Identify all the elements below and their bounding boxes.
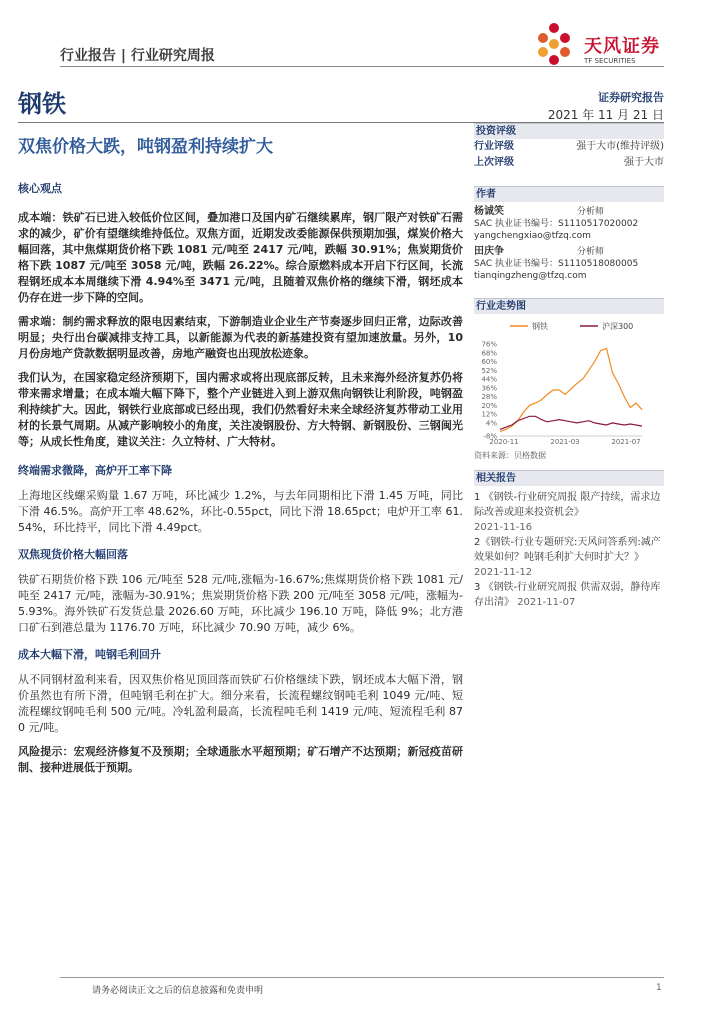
- risk-warning: 风险提示：宏观经济修复不及预期；全球通胀水平超预期；矿石增产不达预期；新冠疫苗研制、接种进展低于预期。: [18, 745, 463, 774]
- y-tick-label: 28%: [481, 393, 497, 402]
- x-tick-label: 2021-07: [611, 438, 641, 444]
- series-line: [500, 416, 642, 429]
- author-role: 分析师: [576, 207, 604, 217]
- authors-heading: 作者: [474, 186, 664, 202]
- rating-label: 行业评级: [474, 141, 514, 152]
- related-date: 2021-11-07: [517, 597, 576, 608]
- related-box: [474, 470, 664, 610]
- rating-value: 强于大市(维持评级): [576, 141, 664, 152]
- logo-icon: [534, 20, 580, 72]
- author-email[interactable]: yangchengxiao@tfzq.com: [474, 231, 591, 241]
- legend-label: 钢铁: [532, 322, 548, 331]
- rating-heading: 投资评级: [474, 123, 664, 139]
- core-paragraph-3: 我们认为，在国家稳定经济预期下，国内需求或将出现底部反转，且未来海外经济复苏仍将带来需求增量；在成本端大幅下降下，整个产业链进入到上游双焦向钢铁让利阶段，吨钢盈利持续扩大。因此，钢铁行业底部或已经出现，我们仍然看好未来全球经济复苏带动工业用材的长景气周期。从减产影响较小的角度，关注凌钢股份、方大特钢、新钢股份、三钢闽光等；从成长性角度，建议关注：久立特材、广大特材。: [18, 371, 463, 448]
- core-heading: 核心观点: [18, 182, 62, 195]
- author-cert: SAC 执业证书编号：S1110518080005: [474, 259, 639, 269]
- related-heading: 相关报告: [474, 470, 664, 486]
- main-content: [18, 180, 463, 776]
- y-tick-label: 36%: [481, 384, 497, 393]
- rating-row: [474, 139, 664, 155]
- y-tick-label: 4%: [485, 419, 497, 428]
- author-name: 杨诚笑: [474, 206, 504, 217]
- rating-box: [474, 123, 664, 171]
- footer-divider: [60, 977, 664, 978]
- core-paragraph-1: 成本端：铁矿石已进入较低价位区间，叠加港口及国内矿石继续累库，钢厂限产对铁矿石需求的减少，矿价有望继续维持低位。双焦方面，近期发改委能源保供预期加强，煤炭价格大幅回落，其中焦煤期货价格下跌 1081 元/吨至 2417 元/吨，跌幅 30.91%；焦炭期货价格下跌 1087 元/吨至 3058 元/吨，跌幅 26.22%。综合原燃料成本开启下行区间，长流程钢坯成本本周继续下滑 4.94%至 3471 元/吨，且随着双焦价格的继续下滑，钢坯成本仍存在进一步下降的空间。: [18, 211, 463, 304]
- core-paragraph-2: 需求端：制约需求释放的限电因素结束，下游制造业企业生产节奏逐步回归正常，边际改善明显；央行出台碳减排支持工具，以新能源为代表的新基建投资有望加速放量。另外，10 月份房地产贷款数据明显改善，房地产融资也出现放松迹象。: [18, 315, 463, 360]
- report-type: 证券研究报告: [598, 91, 664, 104]
- author-name: 田庆争: [474, 246, 504, 257]
- related-item[interactable]: [474, 490, 664, 535]
- last-rating-label: 上次评级: [474, 157, 514, 168]
- y-tick-label: 60%: [481, 358, 497, 367]
- related-title[interactable]: 1 《钢铁-行业研究周报 限产持续，需求边际改善或迎来投资机会》: [474, 492, 661, 518]
- author-email[interactable]: tianqingzheng@tfzq.com: [474, 271, 587, 281]
- authors-box: [474, 186, 664, 282]
- y-tick-label: -8%: [483, 432, 497, 441]
- related-item[interactable]: [474, 580, 664, 610]
- page-number: 1: [656, 983, 662, 993]
- related-title[interactable]: 3 《钢铁-行业研究周报 供需双弱，静待库存出清》: [474, 582, 661, 608]
- footer-disclaimer: 请务必阅读正文之后的信息披露和免责申明: [92, 986, 264, 996]
- section-text-1: 上海地区线螺采购量 1.67 万吨，环比减少 1.2%，与去年同期相比下滑 1.45 万吨，同比下滑 46.5%。高炉开工率 48.62%，环比-0.55pct，同比下滑 18.65pct；电炉开工率 61.54%，环比持平，同比下滑 4.49pct。: [18, 489, 464, 534]
- logo-text: 天风证券: [584, 36, 660, 57]
- author-card: [474, 246, 664, 282]
- y-tick-label: 68%: [481, 349, 497, 358]
- section-heading-2: 双焦现货价格大幅回落: [18, 548, 128, 561]
- author-role: 分析师: [576, 247, 604, 257]
- related-date: 2021-11-12: [474, 567, 533, 578]
- y-tick-label: 44%: [481, 375, 497, 384]
- report-date: 2021 年 11 月 21 日: [547, 108, 664, 122]
- breadcrumb: 行业报告 | 行业研究周报: [60, 48, 215, 64]
- y-tick-label: 20%: [481, 401, 497, 410]
- legend-label: 沪深300: [602, 322, 634, 331]
- author-card: [474, 206, 664, 242]
- sector-title: 钢铁: [18, 90, 66, 118]
- y-tick-label: 12%: [481, 410, 497, 419]
- section-text-3: 从不同钢材盈利来看，因双焦价格见顶回落而铁矿石价格继续下跌，钢坯成本大幅下滑，钢价虽然也有所下滑，但吨钢毛利在扩大。细分来看，长流程螺纹钢吨毛利 1049 元/吨、短流程螺纹钢吨毛利 500 元/吨。冷轧盈利最高，长流程吨毛利 1419 元/吨、短流程毛利 870 元/吨。: [18, 673, 463, 734]
- author-cert: SAC 执业证书编号：S1110517020002: [474, 219, 639, 229]
- trend-chart: [474, 314, 664, 444]
- section-heading-1: 终端需求微降，高炉开工率下降: [18, 464, 172, 477]
- y-tick-label: 52%: [481, 366, 497, 375]
- logo-subtext: TF SECURITIES: [584, 57, 636, 65]
- chart-source: 资料来源：贝格数据: [474, 451, 546, 460]
- report-title: 双焦价格大跌，吨钢盈利持续扩大: [18, 137, 273, 157]
- related-item[interactable]: [474, 535, 664, 580]
- x-tick-label: 2020-11: [489, 438, 519, 444]
- section-text-2: 铁矿石期货价格下跌 106 元/吨至 528 元/吨,涨幅为-16.67%;焦煤期货价格下跌 1081 元/吨至 2417 元/吨，涨幅为-30.91%；焦炭期货价格下跌 200 元/吨至 3058 元/吨，涨幅为-5.93%。海外铁矿石发货总量 2026.60 万吨，环比减少 196.10 万吨，降低 9%；北方港口矿石到港总量为 1176.70 万吨，环比减少 70.90 万吨，减少 6%。: [18, 573, 463, 634]
- last-rating-row: [474, 155, 664, 171]
- trend-heading: 行业走势图: [474, 298, 664, 314]
- last-rating-value: 强于大市: [624, 157, 664, 168]
- trend-box: [474, 298, 664, 461]
- y-tick-label: 76%: [481, 340, 497, 349]
- related-title[interactable]: 2《钢铁-行业专题研究:天风问答系列:减产效果如何？吨钢毛利扩大何时扩大？》: [474, 537, 661, 563]
- related-date: 2021-11-16: [474, 522, 533, 533]
- section-heading-3: 成本大幅下滑，吨钢毛利回升: [18, 648, 161, 661]
- x-tick-label: 2021-03: [550, 438, 580, 444]
